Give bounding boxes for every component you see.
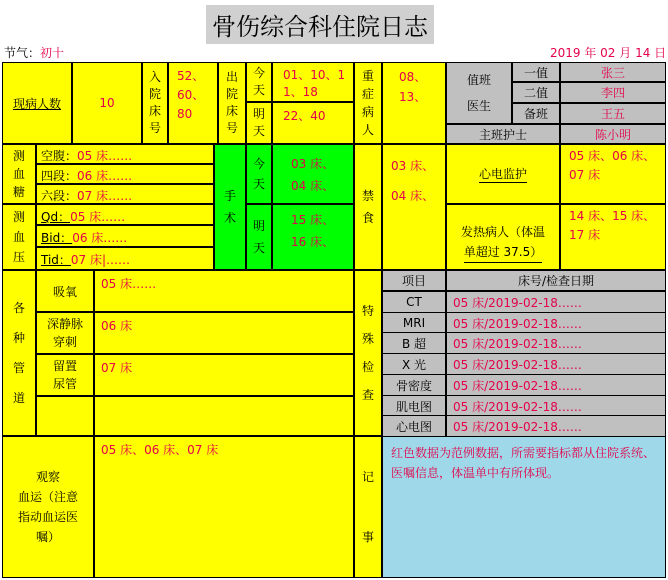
tube-row-label: 留置 [52,359,77,373]
surgery-tomorrow-beds-cell [272,204,354,270]
notes-label: 记事 [361,470,374,544]
glucose-row-value: 06 床…… [77,169,133,183]
bp-row-value: 05 床…… [70,210,126,224]
ecg-monitor-beds-cell [560,144,666,204]
fasting-beds-cell [382,144,446,270]
tube-row-label-cell [36,270,94,312]
tube-row-empty [36,396,94,436]
bp-row-label: Bid： [41,231,73,245]
bp-row-value: 07 床|…… [70,253,131,267]
surgery-tomorrow-label: 明天 [252,219,265,255]
notes-text[interactable]: 红色数据为范例数据，所需要指标都从住院系统、医嘱信息，体温单中有所体现。 [391,446,656,480]
discharge-tomorrow-beds: 22、40 [283,109,326,123]
solar-term-value: 初十 [40,46,65,60]
glucose-row-value: 05 床…… [77,149,133,163]
bp-row-value: 06 床…… [72,231,128,245]
admission-bed: 80 [177,107,193,121]
surgery-tomorrow-label-cell [246,204,272,270]
exam-value: 05 床/2019-02-18…… [446,312,666,334]
circulation-label-line: 观察 [35,470,60,484]
circulation-label-line: 血运（注意 [17,490,78,504]
glucose-label: 测血糖 [12,149,25,199]
ecg-monitor-bed: 07 床 [569,168,601,182]
current-patients-label: 现病人数 [12,96,61,111]
title-block [190,6,450,42]
shift1-label: 一值 [512,62,560,82]
bp-row [36,225,214,247]
surgery-today-bed: 03 床、 [291,157,335,171]
notes-cell[interactable] [382,436,666,578]
current-patients-label-cell [2,62,72,144]
tube-row-label: 吸氧 [52,284,77,299]
tube-row-label: 尿管 [52,377,77,391]
exam-item: MRI [382,312,446,334]
shift1-name: 张三 [560,62,666,82]
exam-item: X 光 [382,353,446,375]
ecg-monitor-bed: 05 床、06 床、 [569,149,656,163]
glucose-row [36,164,214,184]
current-patients-value: 10 [72,62,142,144]
special-exams-label-cell [354,270,382,436]
discharge-tomorrow-label-cell [246,102,272,144]
discharge-today-beds-cell [272,62,354,102]
critical-label-cell [354,62,382,144]
tubes-label: 各种管道 [12,301,25,405]
bp-row-label: Tid： [41,253,71,267]
discharge-today-beds: 01、10、11、18 [283,68,346,99]
bp-label: 测血压 [12,210,25,264]
fever-bed: 17 床 [569,228,601,242]
tube-row-value-cell [94,270,354,312]
discharge-label: 出院床号 [225,70,238,135]
shift2-label: 二值 [512,82,560,103]
tube-row-label: 深静脉 [46,317,83,331]
fasting-bed: 03 床、 [391,159,435,173]
head-nurse-name: 陈小明 [560,124,666,144]
bp-row [36,204,214,225]
glucose-row [36,184,214,204]
exam-item: CT [382,291,446,313]
discharge-today-label-cell [246,62,272,102]
fasting-bed: 04 床、 [391,189,435,203]
circulation-label-cell [2,436,94,578]
exam-value: 05 床/2019-02-18…… [446,291,666,313]
bp-label-cell [2,204,36,270]
backup-label: 备班 [512,103,560,124]
bp-row [36,247,214,270]
critical-beds-cell [382,62,446,144]
solar-term-label: 节气： [4,46,41,60]
glucose-row-label: 六段： [41,189,78,203]
critical-bed: 13、 [399,90,427,104]
exam-value: 05 床/2019-02-18…… [446,332,666,354]
glucose-label-cell [2,144,36,204]
backup-name: 王五 [560,103,666,124]
tube-row-value-cell [94,354,354,396]
glucose-row [36,144,214,164]
discharge-label-cell [218,62,246,144]
log-date: 2019 年 02 月 14 日 [550,46,667,60]
duty-doctor-label: 值班医生 [466,73,491,113]
surgery-today-bed: 04 床、 [291,179,335,193]
tube-row-value: 05 床…… [101,277,157,291]
exam-value: 05 床/2019-02-18…… [446,374,666,396]
fever-label-line: 发热病人（体温 [460,224,545,239]
surgery-today-label-cell [246,144,272,204]
tube-row-value: 07 床 [101,361,133,375]
shift2-name: 李四 [560,82,666,103]
notes-label-cell [354,436,382,578]
circulation-beds: 05 床、06 床、07 床 [101,443,219,457]
admission-label-cell [142,62,168,144]
page-title: 骨伤综合科住院日志 [206,5,434,44]
fever-beds-cell [560,204,666,270]
exam-header-item: 项目 [382,270,446,291]
tube-row-value-cell [94,312,354,354]
glucose-row-label: 空腹： [41,149,78,163]
surgery-today-label: 今天 [252,157,265,191]
tube-row-label: 穿刺 [52,335,77,349]
duty-doctor-label-cell [446,62,512,124]
exam-value: 05 床/2019-02-18…… [446,395,666,417]
tube-row-label-cell [36,354,94,396]
tube-row-empty [94,396,354,436]
tube-row-label-cell [36,312,94,354]
special-exams-label: 特殊检查 [361,304,374,402]
solar-term [4,44,64,61]
circulation-label-line: 指动血运医 [17,510,78,524]
admission-bed: 60、 [177,88,205,102]
fever-bed: 14 床、15 床、 [569,209,656,223]
fasting-label: 禁食 [361,189,374,225]
critical-bed: 08、 [399,70,427,84]
ecg-monitor-label: 心电监护 [478,167,527,181]
admission-label: 入院床号 [148,70,161,135]
circulation-beds-cell [94,436,354,578]
exam-item: 骨密度 [382,374,446,396]
surgery-label-cell [214,144,246,270]
exam-item: 肌电图 [382,395,446,417]
discharge-today-label: 今天 [252,66,265,97]
tubes-label-cell [2,270,36,436]
exam-header-bed: 床号/检查日期 [446,270,666,291]
exam-item: B 超 [382,332,446,354]
exam-item: 心电图 [382,415,446,437]
surgery-tomorrow-bed: 16 床、 [291,235,335,249]
fasting-label-cell [354,144,382,270]
admission-beds-cell [168,62,218,144]
surgery-label: 手术 [223,189,236,225]
critical-label: 重症病人 [361,69,374,137]
surgery-tomorrow-bed: 15 床、 [291,213,335,227]
glucose-row-label: 四段： [41,169,78,183]
circulation-label-line: 嘱） [35,530,60,544]
exam-value: 05 床/2019-02-18…… [446,353,666,375]
discharge-tomorrow-label: 明天 [252,107,265,138]
ecg-monitor-label-cell [446,144,560,204]
discharge-tomorrow-beds-cell [272,102,354,144]
exam-value: 05 床/2019-02-18…… [446,415,666,437]
surgery-today-beds-cell [272,144,354,204]
fever-label-cell [446,204,560,270]
tube-row-value: 06 床 [101,319,133,333]
bp-row-label: Qd： [41,210,71,224]
admission-bed: 52、 [177,69,205,83]
head-nurse-label: 主班护士 [446,124,560,144]
glucose-row-value: 07 床…… [77,189,133,203]
fever-label-line: 单超过 37.5） [464,242,543,263]
